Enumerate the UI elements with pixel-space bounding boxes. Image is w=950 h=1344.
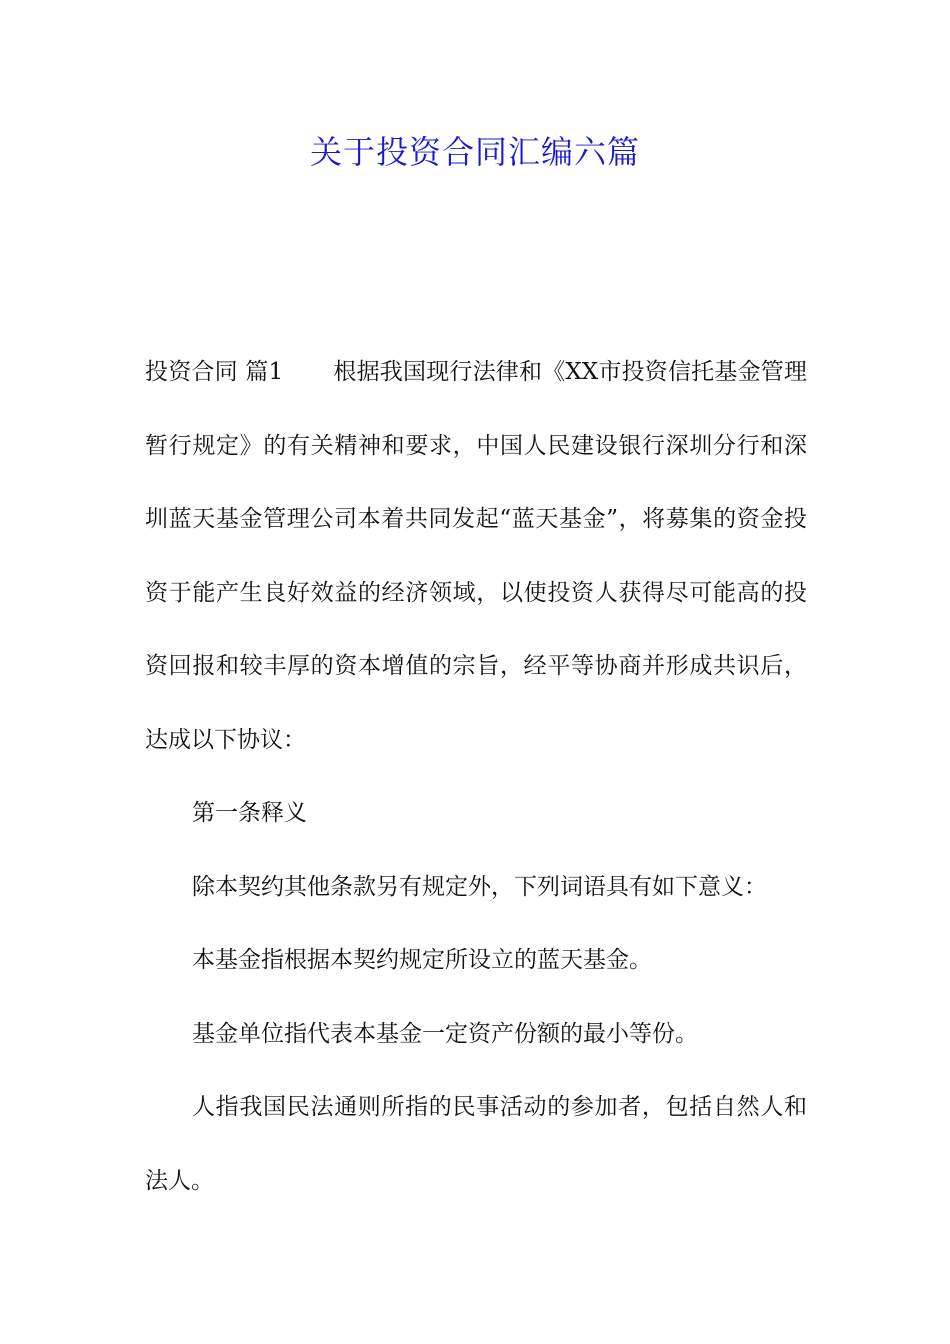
article-heading: 第一条释义 [192,800,307,826]
section-heading: 投资合同 篇1 [145,359,284,385]
body-paragraph: 除本契约其他条款另有规定外，下列词语具有如下意义： [192,873,767,900]
body-paragraph: 本基金指根据本契约规定所设立的蓝天基金。 [192,947,652,973]
intro-paragraph [145,336,807,777]
intro-text: 根据我国现行法律和《XX市投资信托基金管理暂行规定》的有关精神和要求，中国人民建设银行深圳分行和深圳蓝天基金管理公司本着共同发起“蓝天基金”，将募集的资金投资于能产生良好效益的经济领域，以使投资人获得尽可能高的投资回报和较丰厚的资本增值的宗旨，经平等协商并形成共识后，达成以下协议： [145,359,807,753]
body-paragraph: 基金单位指代表本基金一定资产份额的最小等份。 [192,1020,698,1047]
body-paragraph: 人指我国民法通则所指的民事活动的参加者，包括自然人和法人。 [145,1094,807,1194]
document-body [145,336,807,1218]
document-title: 关于投资合同汇编六篇 [309,133,640,171]
